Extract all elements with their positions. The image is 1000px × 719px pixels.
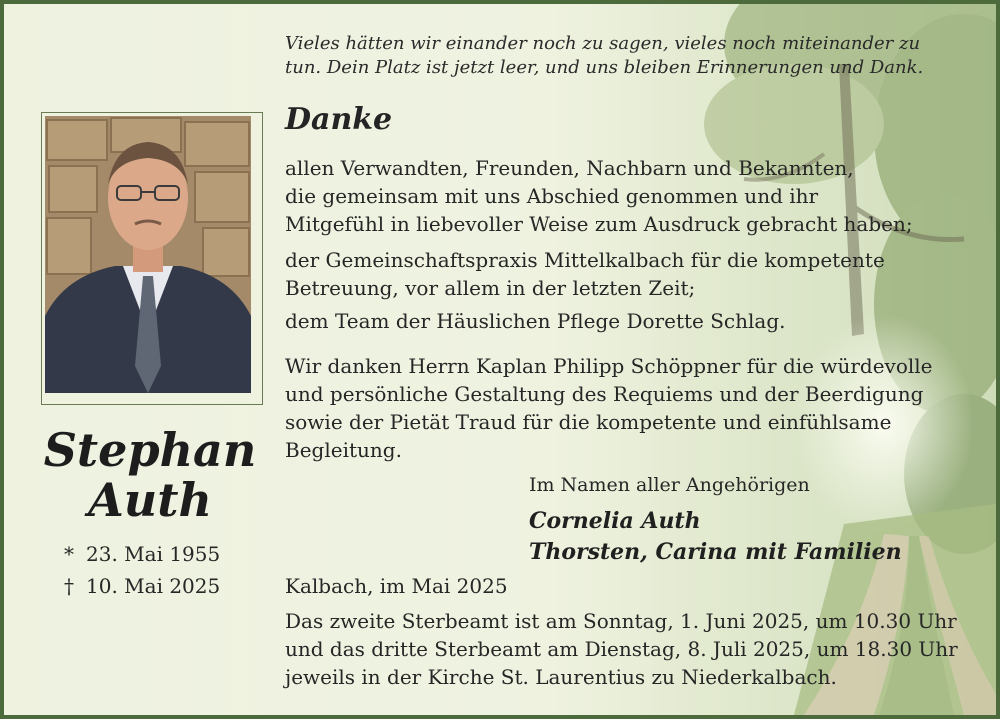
text-line: Mitgefühl in liebevoller Weise zum Ausdruck gebracht haben; <box>285 212 913 236</box>
signature-intro: Im Namen aller Angehörigen <box>529 474 810 496</box>
death-date <box>64 574 220 598</box>
text-line: sowie der Pietät Traud für die kompetente und einfühlsame <box>285 410 892 434</box>
portrait-image <box>45 116 251 393</box>
thanks-paragraph-care-team <box>285 307 785 335</box>
text-line: jeweils in der Kirche St. Laurentius zu Niederkalbach. <box>285 665 837 689</box>
text-line: allen Verwandten, Freunden, Nachbarn und Bekannten, <box>285 156 854 180</box>
thanks-paragraph-chaplain <box>285 352 933 464</box>
thanks-paragraph-relatives <box>285 154 913 238</box>
signer-name: Thorsten, Carina mit Familien <box>529 539 902 565</box>
deceased-last-name: Auth <box>88 473 212 527</box>
text-line: Wir danken Herrn Kaplan Philipp Schöppner für die würdevolle <box>285 354 933 378</box>
thanks-heading: Danke <box>285 102 393 137</box>
text-line: die gemeinsam mit uns Abschied genommen und ihr <box>285 184 819 208</box>
text-line: Betreuung, vor allem in der letzten Zeit; <box>285 276 696 300</box>
text-line: Begleitung. <box>285 438 402 462</box>
intro-quote <box>285 32 923 80</box>
deceased-first-name: Stephan <box>43 423 257 477</box>
intro-line: tun. Dein Platz ist jetzt leer, und uns bleiben Erinnerungen und Dank. <box>285 57 924 78</box>
birth-date-value: 23. Mai 1955 <box>86 542 221 566</box>
death-date-value: 10. Mai 2025 <box>86 574 221 598</box>
place-date: Kalbach, im Mai 2025 <box>285 574 508 598</box>
intro-line: Vieles hätten wir einander noch zu sagen, vieles noch miteinander zu <box>285 33 921 54</box>
text-line: Das zweite Sterbeamt ist am Sonntag, 1. Juni 2025, um 10.30 Uhr <box>285 609 957 633</box>
birth-date <box>64 542 220 566</box>
portrait-photo <box>41 112 263 405</box>
text-line: und persönliche Gestaltung des Requiems und der Beerdigung <box>285 382 924 406</box>
text-line: der Gemeinschaftspraxis Mittelkalbach für die kompetente <box>285 248 885 272</box>
thanks-paragraph-practice <box>285 246 885 302</box>
service-info <box>285 607 958 691</box>
text-line: dem Team der Häuslichen Pflege Dorette Schlag. <box>285 309 786 333</box>
birth-star-icon: * <box>64 542 74 566</box>
text-line: und das dritte Sterbeamt am Dienstag, 8. Juli 2025, um 18.30 Uhr <box>285 637 958 661</box>
death-cross-icon: † <box>64 574 74 598</box>
signer-name: Cornelia Auth <box>529 508 701 534</box>
